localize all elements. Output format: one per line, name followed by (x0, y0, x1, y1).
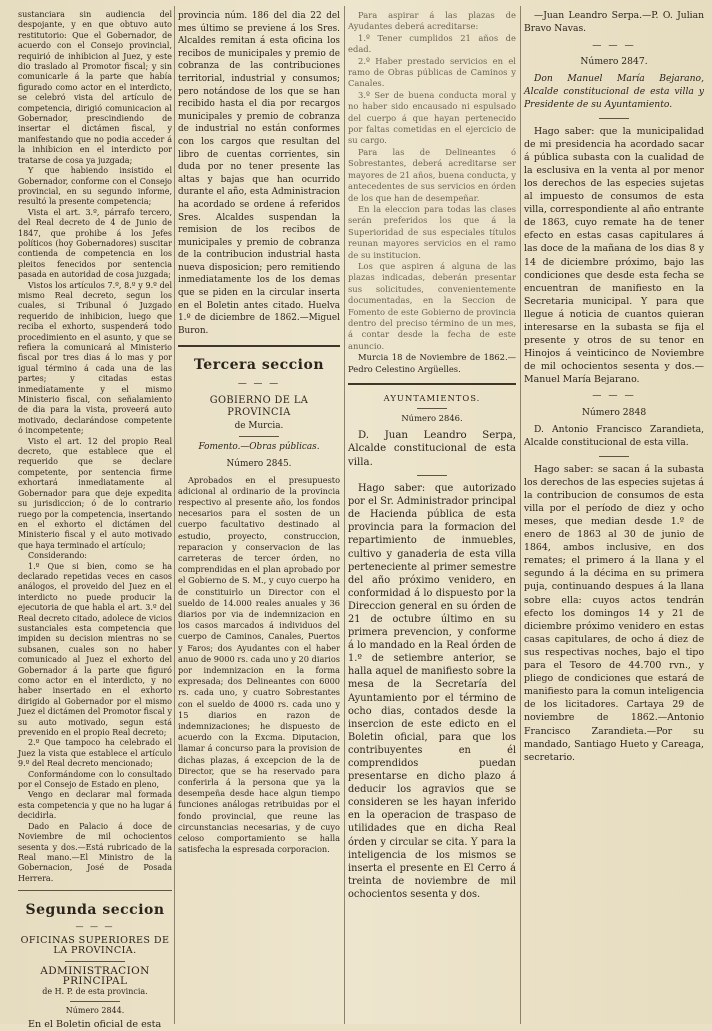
divider (599, 456, 629, 457)
divider (417, 408, 447, 409)
paragraph: Aprobados en el presupuesto adicional al ordinario de la provincia respectivo al presente año, los fondos necesarios para el sosten de un cuerpo facultativo destinado al estudio, proyecto, construccion, reparacion y conservacion de las carreteras de tercer órden, no comprendidas en el plan aprobado por el Gobierno de S. M., y cuyo cuerpo ha de constituirlo un Director con el sueldo de 14.000 reales anuales y 36 diarios por via de indemnizacion en los casos marcados á individuos del cuerpo de Caminos, Canales, Puertos y Faros; dos Ayudantes con el haber anuo de 9000 rs. cada uno y 20 diarios por indemnizacion en la forma expresada; dos Delineantes con 6000 rs. cada uno, y cuatro Sobrestantes con el sueldo de 4000 rs. cada uno y 15 diarios en razon de indemnizaciones; he dispuesto de acuerdo con la Excma. Diputacion, llamar á concurso para la provision de dichas plazas, á excepcion de la de Director, que se ha reservado para conferirla á la persona que ya la desempeña desde hace algun tiempo funciones análogas retribuidas por el fondo provincial, que reune las circunstancias necesarias, y de cuyo celoso comportamiento se halla satisfecha la espresada corporacion. (178, 474, 340, 855)
notice-number: Número 2845. (226, 459, 292, 469)
notice-number: Número 2844. (65, 1005, 125, 1015)
notice-title: D. Juan Leandro Serpa, Alcalde constitucional de esta villa. (348, 429, 516, 468)
paragraph: Vengo en declarar mal formada esta competencia y que no ha lugar á decidirla. (18, 790, 172, 821)
notice-number: Número 2847. (580, 56, 648, 68)
paragraph: En la eleccion para todas las clases serán preferidos los que á la Superioridad de sus especiales títulos reunan mayores servicios en el ramo de su institucion. (348, 203, 516, 260)
paragraph: Hago saber: que la municipalidad de mi presidencia ha acordado sacar á pública subasta con la cualidad de la esclusiva en la venta al por menor los derechos de las especies sujetas al impuesto de consumos de esta villa, correspondiente al año entrante de 1863, cuyo remate ha de tener efecto en estas casas capitulares á las doce de la mañana de los dias 8 y 14 de diciembre próximo, bajo las condiciones que desde esta fecha se encuentran de manifiesto en la Secretaria municipal. Y para que llegue á noticia de cuantos quieran interesarse en la subasta se fija el presente y otros de su tenor en Hinojos á veinticinco de Noviembre de mil ochocientos sesenta y dos.—Manuel María Bejarano. (524, 125, 704, 386)
paragraph: Los que aspiren á alguna de las plazas indicadas, deberán presentar sus solicitudes, convenientemente documentadas, en la Seccion de Fomento de este Gobierno de provincia dentro del preciso término de un mes, á contar desde la fecha de este anuncio. (348, 260, 516, 351)
paragraph: Para aspirar á las plazas de Ayudantes deberá acreditarse: (348, 10, 516, 32)
notice-title: Don Manuel María Bejarano, Alcalde constitucional de esta villa y Presidente de su Ayuntamiento. (524, 73, 704, 110)
column-rule (174, 6, 175, 1024)
divider (178, 345, 340, 347)
paragraph: Hago saber: que autorizado por el Sr. Administrador principal de Hacienda pública de esta provincia para la formacion del repartimiento de inmuebles, cultivo y ganaderia de esta villa perteneciente al primer semestre del año próximo venidero, en conformidad á lo dispuesto por la Direccion general en su órden de 21 de octubre último en su primera prevencion, y conforme á lo mandado en la Real órden de 1.º de setiembre anterior, se halla aquel de manifiesto sobre la mesa de la Secretaría del Ayuntamiento por el término de ocho dias, contados desde la insercion de este edicto en el Boletin oficial, para que los contribuyentes en él comprendidos puedan presentarse en dicho plazo á deducir los agravios que se consideren se les hayan inferido en la operacion de traspaso de utilidades que en dicha Real órden y circular se cita. Y para la inteligencia de los mismos se inserta el presente en El Cerro á treinta de noviembre de mil ochocientos sesenta y dos. (348, 483, 516, 900)
divider (239, 436, 279, 437)
government-subtitle: de Murcia. (234, 420, 284, 431)
divider (70, 1001, 120, 1002)
paragraph: 2.º Que tampoco ha celebrado el Juez la vista que establece el artículo 9.º del Real decreto mencionado; (18, 738, 172, 769)
divider (18, 890, 172, 891)
divider (65, 961, 125, 962)
government-title: GOBIERNO DE LA PROVINCIA (209, 394, 309, 419)
section-title: Segunda seccion (25, 902, 165, 919)
section-title: Tercera seccion (193, 357, 325, 374)
divider: — — — (237, 379, 281, 390)
column-3 (348, 10, 516, 1020)
notice-title: D. Antonio Francisco Zarandieta, Alcalde constitucional de esta villa. (524, 424, 704, 448)
divider: — — — (592, 390, 636, 402)
paragraph: Hago saber: se sacan á la subasta los derechos de las especies sujetas á la contribucion de consumos de esta villa por el período de diez y ocho meses, que median desde 1.º de enero de 1863 al 30 de junio de 1864, ambos inclusive, en dos remates; el primero á la llana y el segundo á la décima en su primera puja, continuando despues á la llana sobre ella: cuyos actos tendrán efecto los domingos 14 y 21 de diciembre próximo venidero en estas casas capitulares, de ocho á diez de sus respectivas noches, bajo el tipo para el Tesoro de 44.700 rvn., y pliego de condiciones que estará de manifiesto para la comun inteligencia de los licitadores. Cartaya 29 de noviembre de 1862.—Antonio Francisco Zarandieta.—Por su mandado, Santiago Hueto y Careaga, secretario. (524, 463, 704, 763)
signature: —Juan Leandro Serpa.—P. O. Julian Bravo Navas. (524, 10, 704, 34)
paragraph: En el Boletin oficial de esta (28, 1019, 162, 1031)
paragraph: Conformándome con lo consultado por el Consejo de Estado en pleno, (18, 769, 172, 790)
paragraph: 1.º Que si bien, como se ha declarado repetidas veces en casos análogos, el proveido del Juez en el interdicto no puede producir la ejecutoria de que habla el art. 3.º del Real decreto citado, adolece de vicios sustanciales esta competencia que impiden su decision mientras no se subsanen, cuales son no haber comunicado al Juez el exhorto del Gobernador á la parte que figuró como actor en el interdicto, y no haber insertado en el exhorto dirigido al Gobernador por el mismo Juez el dictámen del Promotor fiscal y su auto motivado, segun está prevenido en el propio Real decreto; (18, 561, 172, 738)
paragraph: Vistos los artículos 7.º, 8.º y 9.º del mismo Real decreto, segun los cuales, si Tribunal ó Juzgado requerido de inhibicion, luego que reciba el exhorto, suspenderá todo procedimiento en el asunto, y que se refiera la comunicará al Ministerio fiscal por tres dias á lo mas y por igual término á cada una de las partes; y citadas estas inmediatamente y el mismo Ministerio fiscal, con señalamiento de dia para la vista, proveerá auto motivado, declarándose competente ó incompetente; (18, 280, 172, 436)
notice-number: Número 2846. (401, 413, 463, 424)
paragraph: sustanciara sin audiencia del despojante, y en que obtuvo auto restitutorio: Que el Gobernador, de acuerdo con el Consejo provincial, requirió de inhibicion al Juez, y este dio traslado al Promotor fiscal; y sin comunicarle á la parte que había figurado como actor en el interdicto, se celebró vista del artículo de competencia, dirigió comunicacion al Gobernador, prescindiendo de insertar el dictámen fiscal, y manifestando que no podia acceder á la inhibicion en el interdicto por tratarse de cosa ya juzgada; (18, 10, 172, 165)
notice-number: Número 2848 (581, 407, 647, 419)
column-2 (178, 10, 340, 1020)
divider (599, 118, 629, 119)
admin-subtitle: de H. P. de esta provincia. (42, 986, 148, 996)
paragraph: Para las de Delineantes ó Sobrestantes, deberá acreditarse ser mayores de 21 años, buena conducta, y antecedentes de sus servicios en órden de los que han de desempeñar. (348, 146, 516, 203)
divider: — — — (592, 39, 636, 51)
paragraph: Vista el art. 3.º, párrafo tercero, del Real decreto de 4 de Junio de 1847, que prohibe á los Jefes políticos (hoy Gobernadores) suscitar contienda de competencia en los pleitos fenecidos por sentencia pasada en autoridad de cosa juzgada; (18, 207, 172, 280)
column-1 (18, 10, 172, 1031)
paragraph: Visto el art. 12 del propio Real decreto, que establece que el requerido que se declare competente, por sentencia firme exhortará inmediatamente al Gobernador para que deje expedita su jurisdiccion; ó de lo contrario ruego por la competencia, insertando en el exhorto el dictámen del Ministerio fiscal y el auto motivado que haya terminado el artículo; (18, 436, 172, 550)
divider (348, 383, 516, 385)
column-4 (524, 10, 704, 1020)
paragraph: Dado en Palacio á doce de Noviembre de mil ochocientos sesenta y dos.—Está rubricado de la Real mano.—El Ministro de la Gobernacion, José de Posada Herrera. (18, 821, 172, 883)
paragraph: provincia núm. 186 del dia 22 del mes último se previene á los Sres. Alcaldes remitan á esta oficina los recibos de municipales y premio de cobranza de las contribuciones territorial, industrial y consumos; pero notándose de los que se han recibido hasta el dia por recargos municipales y premio de cobranza de industrial no están conformes con los cargos que resultan del libro de cuentas corrientes, sin duda por no tener presente las altas y bajas que han ocurrido durante el año, esta Administracion ha acordado se ordene á referidos Sres. Alcaldes suspendan la remision de los recibos de municipales y premio de cobranza de la contribucion industrial hasta nueva disposicion; pero remitiendo inmediatamente los de los demas que se piden en la circular inserta en el Boletin antes citado. Huelva 1.º de diciembre de 1862.—Miguel Buron. (178, 11, 340, 336)
paragraph: Y que habiendo insistido el Gobernador, conforme con el Consejo provincial, en su segundo informe, resultó la presente competencia; (18, 166, 172, 207)
divider (417, 475, 447, 476)
admin-title: ADMINISTRACION PRINCIPAL (40, 964, 150, 988)
office-title: OFICINAS SUPERIORES DE LA PROVINCIA. (20, 934, 170, 957)
paragraph: 1.º Tener cumplidos 21 años de edad. (348, 32, 516, 55)
ayuntamientos-heading: AYUNTAMIENTOS. (383, 393, 481, 403)
column-rule (344, 6, 345, 1024)
paragraph: 3.º Ser de buena conducta moral y no haber sido encausado ni espulsado del cuerpo á que hayan pertenecido por faltas cometidas en el ejercicio de su cargo. (348, 89, 516, 146)
divider: — — — (75, 921, 115, 931)
paragraph: Considerando: (28, 551, 87, 561)
department: Fomento.—Obras públicas. (198, 442, 320, 453)
paragraph: 2.º Haber prestado servicios en el ramo de Obras públicas de Caminos y Canales. (348, 55, 516, 89)
signature: Murcia 18 de Noviembre de 1862.—Pedro Celestino Argüelles. (348, 352, 516, 374)
column-rule (520, 6, 521, 1024)
